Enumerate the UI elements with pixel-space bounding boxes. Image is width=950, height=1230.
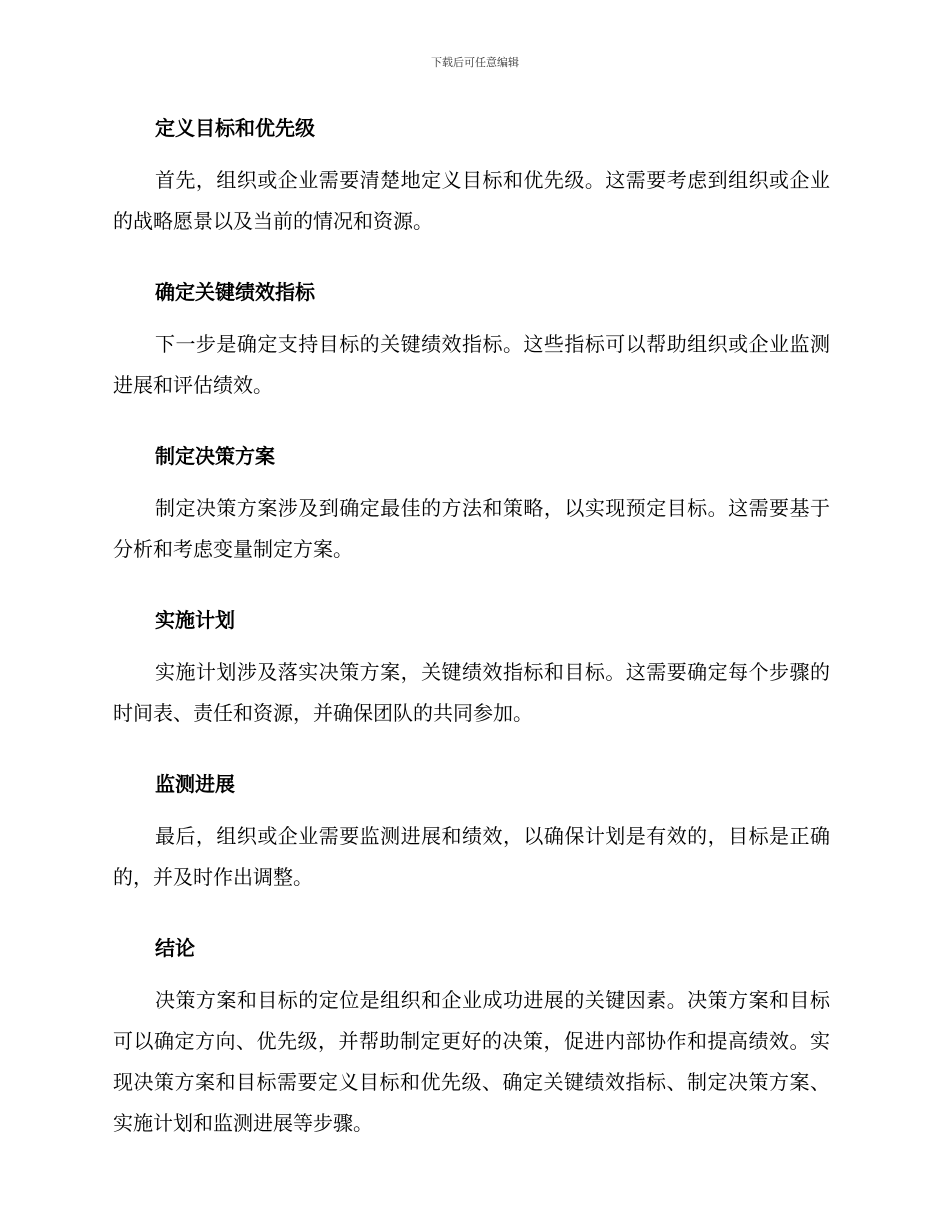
section-heading: 确定关键绩效指标 xyxy=(155,280,315,304)
section-paragraph: 下一步是确定支持目标的关键绩效指标。这些指标可以帮助组织或企业监测进展和评估绩效。 xyxy=(113,332,830,397)
document-body xyxy=(113,108,830,1174)
section-conclusion xyxy=(113,928,830,1144)
header-note: 下载后可任意编辑 xyxy=(431,56,519,69)
section-define-goals xyxy=(113,108,830,242)
section-heading: 实施计划 xyxy=(155,608,235,632)
section-kpi xyxy=(113,272,830,406)
section-paragraph: 实施计划涉及落实决策方案，关键绩效指标和目标。这需要确定每个步骤的时间表、责任和资源，并确保团队的共同参加。 xyxy=(113,660,830,725)
section-paragraph: 首先，组织或企业需要清楚地定义目标和优先级。这需要考虑到组织或企业的战略愿景以及当前的情况和资源。 xyxy=(113,168,830,233)
section-implementation xyxy=(113,600,830,734)
section-heading: 监测进展 xyxy=(155,772,235,796)
section-paragraph: 决策方案和目标的定位是组织和企业成功进展的关键因素。决策方案和目标可以确定方向、优先级，并帮助制定更好的决策，促进内部协作和提高绩效。实现决策方案和目标需要定义目标和优先级、确定关键绩效指标、制定决策方案、实施计划和监测进展等步骤。 xyxy=(113,988,830,1135)
section-monitoring xyxy=(113,764,830,898)
section-heading: 定义目标和优先级 xyxy=(155,116,315,140)
section-heading: 结论 xyxy=(155,936,195,960)
section-paragraph: 制定决策方案涉及到确定最佳的方法和策略，以实现预定目标。这需要基于分析和考虑变量制定方案。 xyxy=(113,496,830,561)
section-paragraph: 最后，组织或企业需要监测进展和绩效，以确保计划是有效的，目标是正确的，并及时作出调整。 xyxy=(113,824,830,889)
section-heading: 制定决策方案 xyxy=(155,444,275,468)
section-decision-plan xyxy=(113,436,830,570)
